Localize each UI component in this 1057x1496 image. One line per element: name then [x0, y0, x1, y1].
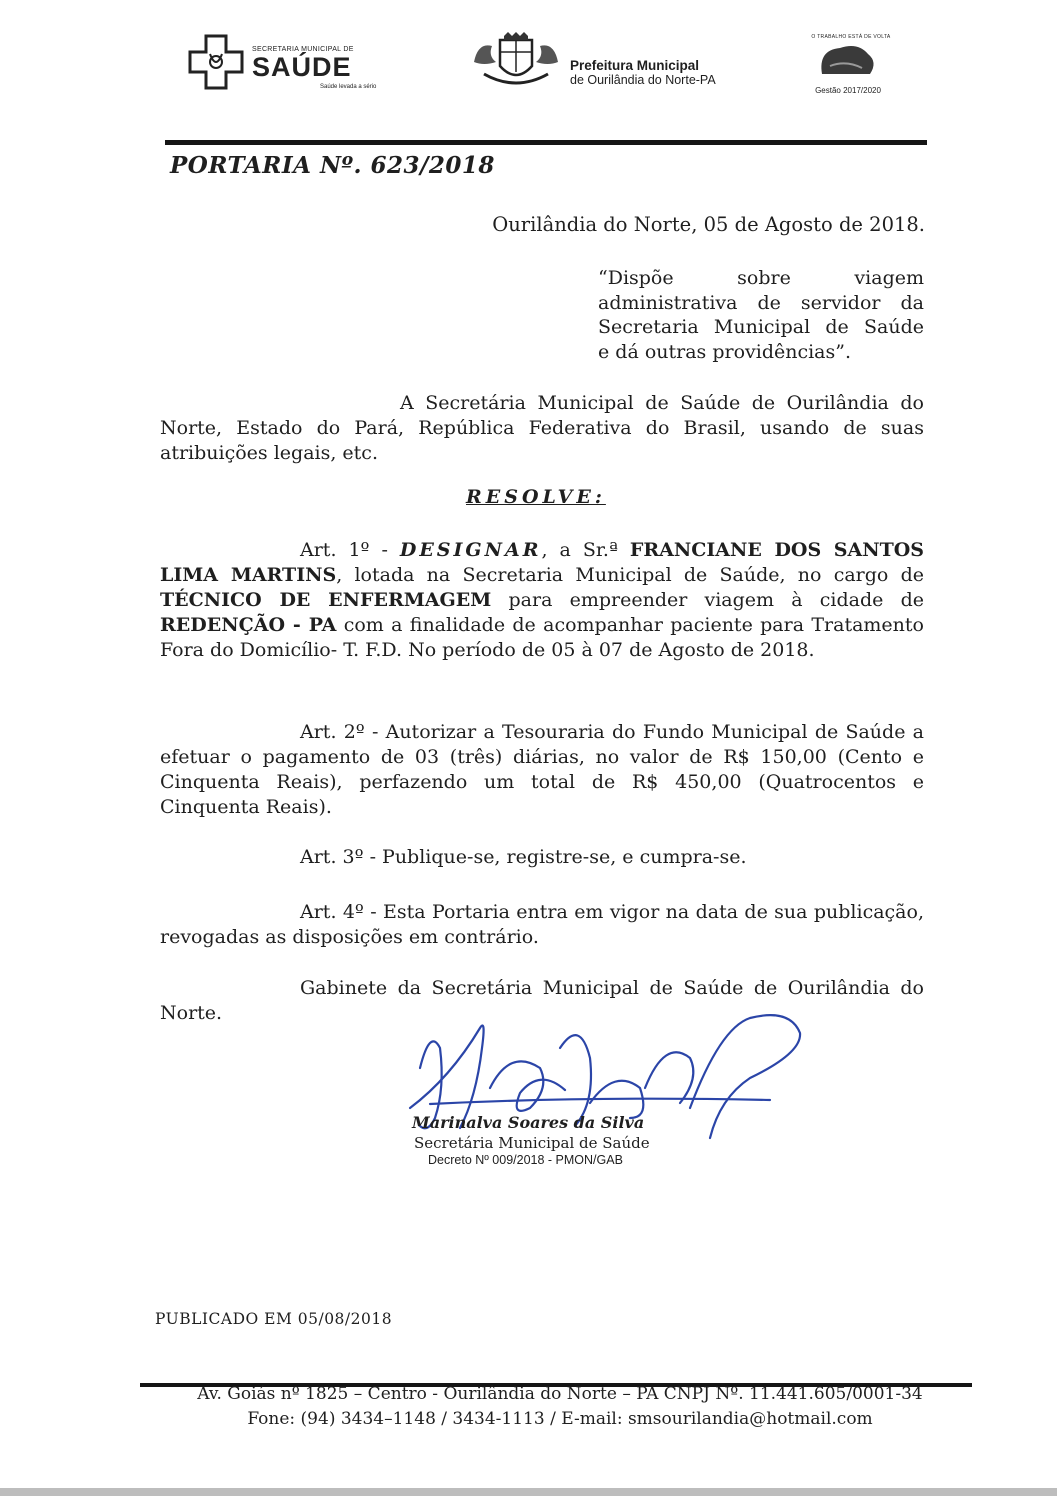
article-1: [160, 538, 924, 663]
page-title: PORTARIA Nº. 623/2018: [170, 152, 495, 179]
prefeitura-line1: Prefeitura Municipal: [570, 58, 700, 73]
saude-logo: [186, 30, 401, 90]
art1-text4: com a finalidade de acompanhar paciente para Tratamento Fora do Domicílio- T. F.D. No período de 05 à 07 de Agosto de 2018.: [160, 614, 924, 661]
header-rule: [165, 140, 927, 145]
saude-logo-tagline: Saúde levada a sério: [320, 84, 377, 90]
coat-of-arms-icon: [470, 32, 562, 90]
art1-person-name: FRANCIANE DOS SANTOS LIMA MARTINS: [160, 539, 924, 586]
footer-contact: Fone: (94) 3434–1148 / 3434-1113 / E-mail: smsourilandia@hotmail.com: [247, 1409, 873, 1429]
resolve-heading: RESOLVE:: [466, 486, 606, 508]
closing-text: Gabinete da Secretária Municipal de Saúde de Ourilândia do Norte.: [160, 977, 924, 1024]
art2-text: Art. 2º - Autorizar a Tesouraria do Fundo Municipal de Saúde a efetuar o pagamento de 03 (três) diárias, no valor de R$ 150,00 (Cento e Cinquenta Reais), perfazendo um total de R$ 450,00 (Quatrocentos e Cinquenta Reais).: [160, 721, 924, 818]
art1-role: TÉCNICO DE ENFERMAGEM: [160, 589, 492, 611]
seal-arc-text: O TRABALHO ESTÁ DE VOLTA: [811, 34, 891, 40]
art1-text3: para empreender viagem à cidade de: [491, 589, 924, 611]
footer-address: Av. Goiás nº 1825 – Centro - Ourilândia do Norte – PA CNPJ Nº. 11.441.605/0001-34: [197, 1384, 923, 1404]
ementa-line: administrativa de servidor da: [598, 291, 924, 314]
art1-text2: , lotada na Secretaria Municipal de Saúde, no cargo de: [336, 564, 924, 586]
preamble-text: A Secretária Municipal de Saúde de Ourilândia do Norte, Estado do Pará, República Federativa do Brasil, usando de suas atribuições legais, etc.: [160, 392, 924, 464]
saude-logo-big-text: SAÚDE: [252, 52, 352, 82]
ementa-line: “Dispõe sobre viagem: [598, 267, 924, 289]
gestao-seal: [800, 36, 896, 98]
ementa-line: Secretaria Municipal de Saúde: [598, 316, 924, 338]
saude-logo-small-text: SECRETARIA MUNICIPAL DE: [252, 46, 354, 53]
art4-text: Art. 4º - Esta Portaria entra em vigor na data de sua publicação, revogadas as disposições em contrário.: [160, 901, 924, 948]
signatory-role: Secretária Municipal de Saúde: [414, 1134, 650, 1152]
seal-emblem-icon: [800, 36, 896, 84]
art3-text: Art. 3º - Publique-se, registre-se, e cumpra-se.: [300, 846, 747, 868]
preamble: [160, 391, 924, 466]
published-date: PUBLICADO EM 05/08/2018: [155, 1310, 393, 1328]
ementa: [598, 266, 924, 364]
art1-city: REDENÇÃO - PA: [160, 614, 337, 636]
ementa-line: e dá outras providências”.: [598, 340, 852, 363]
art1-verb: DESIGNAR: [399, 539, 542, 561]
article-3: [160, 845, 924, 870]
article-4: [160, 900, 924, 950]
seal-period: Gestão 2017/2020: [815, 86, 881, 95]
prefeitura-line2: de Ourilândia do Norte-PA: [570, 73, 716, 87]
medical-cross-icon: [186, 32, 246, 92]
art1-prefix: Art. 1º -: [300, 539, 400, 561]
date-line: Ourilândia do Norte, 05 de Agosto de 2018.: [492, 213, 925, 236]
municipal-coat-of-arms: [470, 32, 562, 90]
scan-edge: [0, 1488, 1057, 1496]
signatory-name: Marinalva Soares da Silva: [412, 1113, 645, 1132]
article-2: [160, 720, 924, 820]
art1-text1: , a Sr.ª: [541, 539, 630, 561]
signatory-decree: Decreto Nº 009/2018 - PMON/GAB: [428, 1153, 623, 1167]
